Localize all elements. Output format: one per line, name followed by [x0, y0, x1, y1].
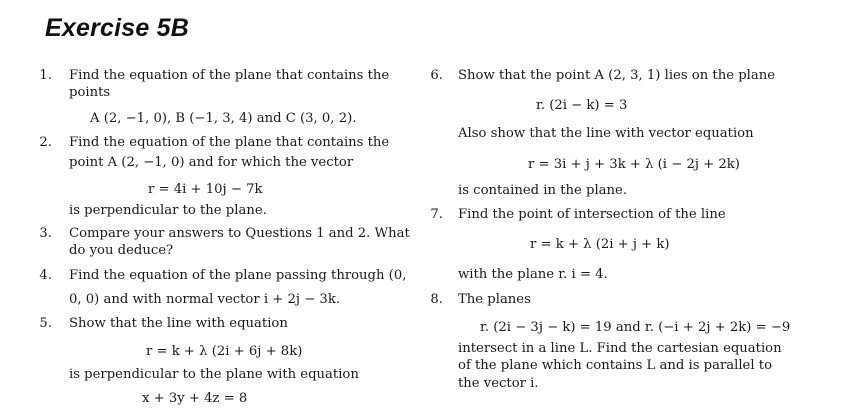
question-text: points — [69, 85, 111, 100]
line-equation: r = 3i + j + 3k + λ (i − 2j + 2k) — [528, 157, 740, 172]
question-text: Show that the line with equation — [69, 316, 288, 331]
question-text: Find the equation of the plane passing through (0, — [69, 268, 407, 283]
line-equation: r = k + λ (2i + 6j + 8k) — [146, 344, 303, 359]
question-text: the vector i. — [458, 376, 539, 391]
question-number: 4. — [39, 268, 52, 283]
question-text: The planes — [458, 292, 531, 307]
question-number: 1. — [39, 68, 52, 83]
question-number: 5. — [39, 316, 52, 331]
page-title: Exercise 5B — [45, 14, 189, 42]
question-text: Find the point of intersection of the line — [458, 207, 726, 222]
points-list: A (2, −1, 0), B (−1, 3, 4) and C (3, 0, 2). — [90, 111, 357, 126]
question-text: of the plane which contains L and is parallel to — [458, 358, 773, 373]
question-text: point A (2, −1, 0) and for which the vector — [69, 155, 354, 170]
question-text: Find the equation of the plane that contains the — [69, 68, 390, 83]
question-text: with the plane r. i = 4. — [458, 267, 608, 282]
plane-equation: r. (2i − k) = 3 — [536, 98, 628, 113]
question-text: intersect in a line L. Find the cartesian equation — [458, 341, 782, 356]
question-number: 8. — [430, 292, 443, 307]
question-text: is perpendicular to the plane. — [69, 203, 267, 218]
question-text: do you deduce? — [69, 243, 174, 258]
planes-equations: r. (2i − 3j − k) = 19 and r. (−i + 2j + 2k) = −9 — [480, 320, 791, 335]
question-text: is perpendicular to the plane with equation — [69, 367, 359, 382]
line-equation: r = k + λ (2i + j + k) — [530, 237, 670, 252]
question-number: 2. — [39, 135, 52, 150]
question-text: Show that the point A (2, 3, 1) lies on the plane — [458, 68, 776, 83]
vector-equation: r = 4i + 10j − 7k — [148, 182, 263, 197]
plane-equation: x + 3y + 4z = 8 — [142, 391, 248, 406]
question-number: 3. — [39, 226, 52, 241]
question-text: 0, 0) and with normal vector i + 2j − 3k. — [69, 292, 341, 307]
question-text: Find the equation of the plane that contains the — [69, 135, 390, 150]
question-text: is contained in the plane. — [458, 183, 628, 198]
question-text: Compare your answers to Questions 1 and 2. What — [69, 226, 410, 241]
question-text: Also show that the line with vector equation — [458, 126, 754, 141]
question-number: 6. — [430, 68, 443, 83]
question-number: 7. — [430, 207, 443, 222]
